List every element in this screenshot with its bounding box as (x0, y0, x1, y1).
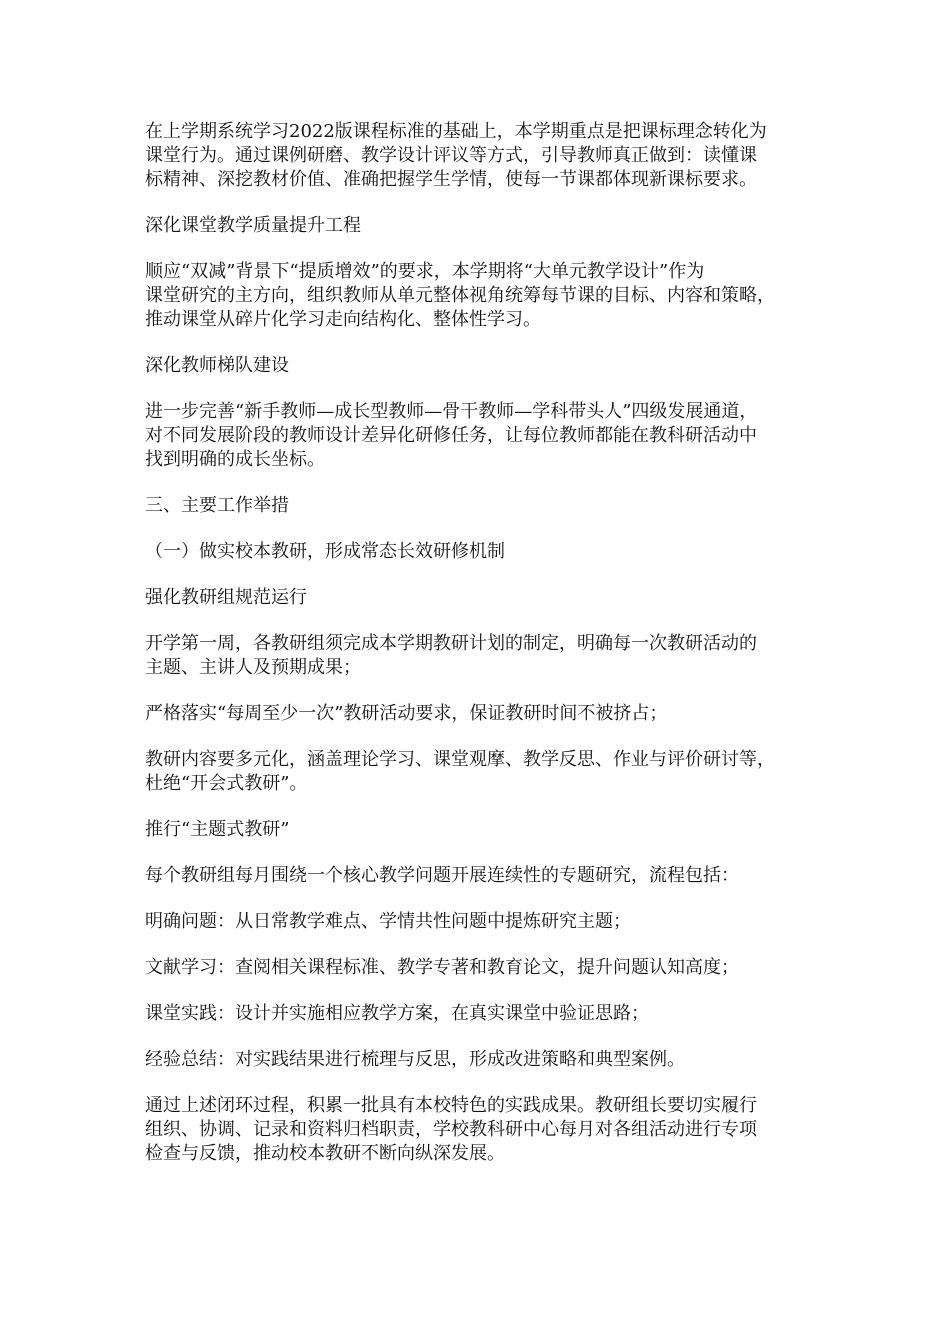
paragraph-closed-loop: 通过上述闭环过程，积累一批具有本校特色的实践成果。教研组长要切实履行 组织、协调、记录和资料归档职责，学校教科研中心每月对各组活动进行专项 检查与反馈，推动校本教研不断向纵深发展。 (145, 1095, 757, 1164)
paragraph-development-channel: 进一步完善“新手教师—成长型教师—骨干教师—学科带头人”四级发展通道， 对不同发展阶段的教师设计差异化研修任务，让每位教师都能在教科研活动中 找到明确的成长坐标。 (145, 401, 758, 470)
paragraph-monthly-topic: 每个教研组每月围绕一个核心教学问题开展连续性的专题研究，流程包括： (145, 865, 739, 886)
heading-main-measures: 三、主要工作举措 (145, 495, 289, 516)
list-item-literature-study: 文献学习：查阅相关课程标准、教学专著和教育论文，提升问题认知高度； (145, 957, 739, 978)
list-item-classroom-practice: 课堂实践：设计并实施相应教学方案，在真实课堂中验证思路； (145, 1003, 649, 1024)
paragraph-unit-teaching-design: 顺应“双减”背景下“提质增效”的要求，本学期将“大单元教学设计”作为 课堂研究的主方向，组织教师从单元整体视角统筹每节课的目标、内容和策略， 推动课堂从碎片化学习走向结构化、整体性学习。 (145, 261, 775, 330)
paragraph-curriculum-standards: 在上学期系统学习2022版课程标准的基础上，本学期重点是把课标理念转化为 课堂行为。通过课例研磨、教学设计评议等方式，引导教师真正做到：读懂课 标精神、深挖教材价值、准确把握学生学情，使每一节课都体现新课标要求。 (145, 121, 767, 190)
paragraph-weekly-activity: 严格落实“每周至少一次”教研活动要求，保证教研时间不被挤占； (145, 703, 668, 724)
heading-thematic-research: 推行“主题式教研” (145, 819, 290, 840)
paragraph-first-week-plan: 开学第一周，各教研组须完成本学期教研计划的制定，明确每一次教研活动的 主题、主讲人及预期成果； (145, 633, 757, 678)
list-item-summary: 经验总结：对实践结果进行梳理与反思，形成改进策略和典型案例。 (145, 1049, 685, 1070)
list-item-define-problem: 明确问题：从日常教学难点、学情共性问题中提炼研究主题； (145, 911, 631, 932)
heading-group-operation: 强化教研组规范运行 (145, 587, 307, 608)
heading-school-based-research: （一）做实校本教研，形成常态长效研修机制 (145, 541, 505, 562)
heading-teacher-tiers: 深化教师梯队建设 (145, 355, 289, 376)
paragraph-diverse-content: 教研内容要多元化，涵盖理论学习、课堂观摩、教学反思、作业与评价研讨等， 杜绝“开会式教研”。 (145, 749, 775, 794)
document-page (145, 120, 810, 1188)
heading-classroom-quality: 深化课堂教学质量提升工程 (145, 215, 361, 236)
